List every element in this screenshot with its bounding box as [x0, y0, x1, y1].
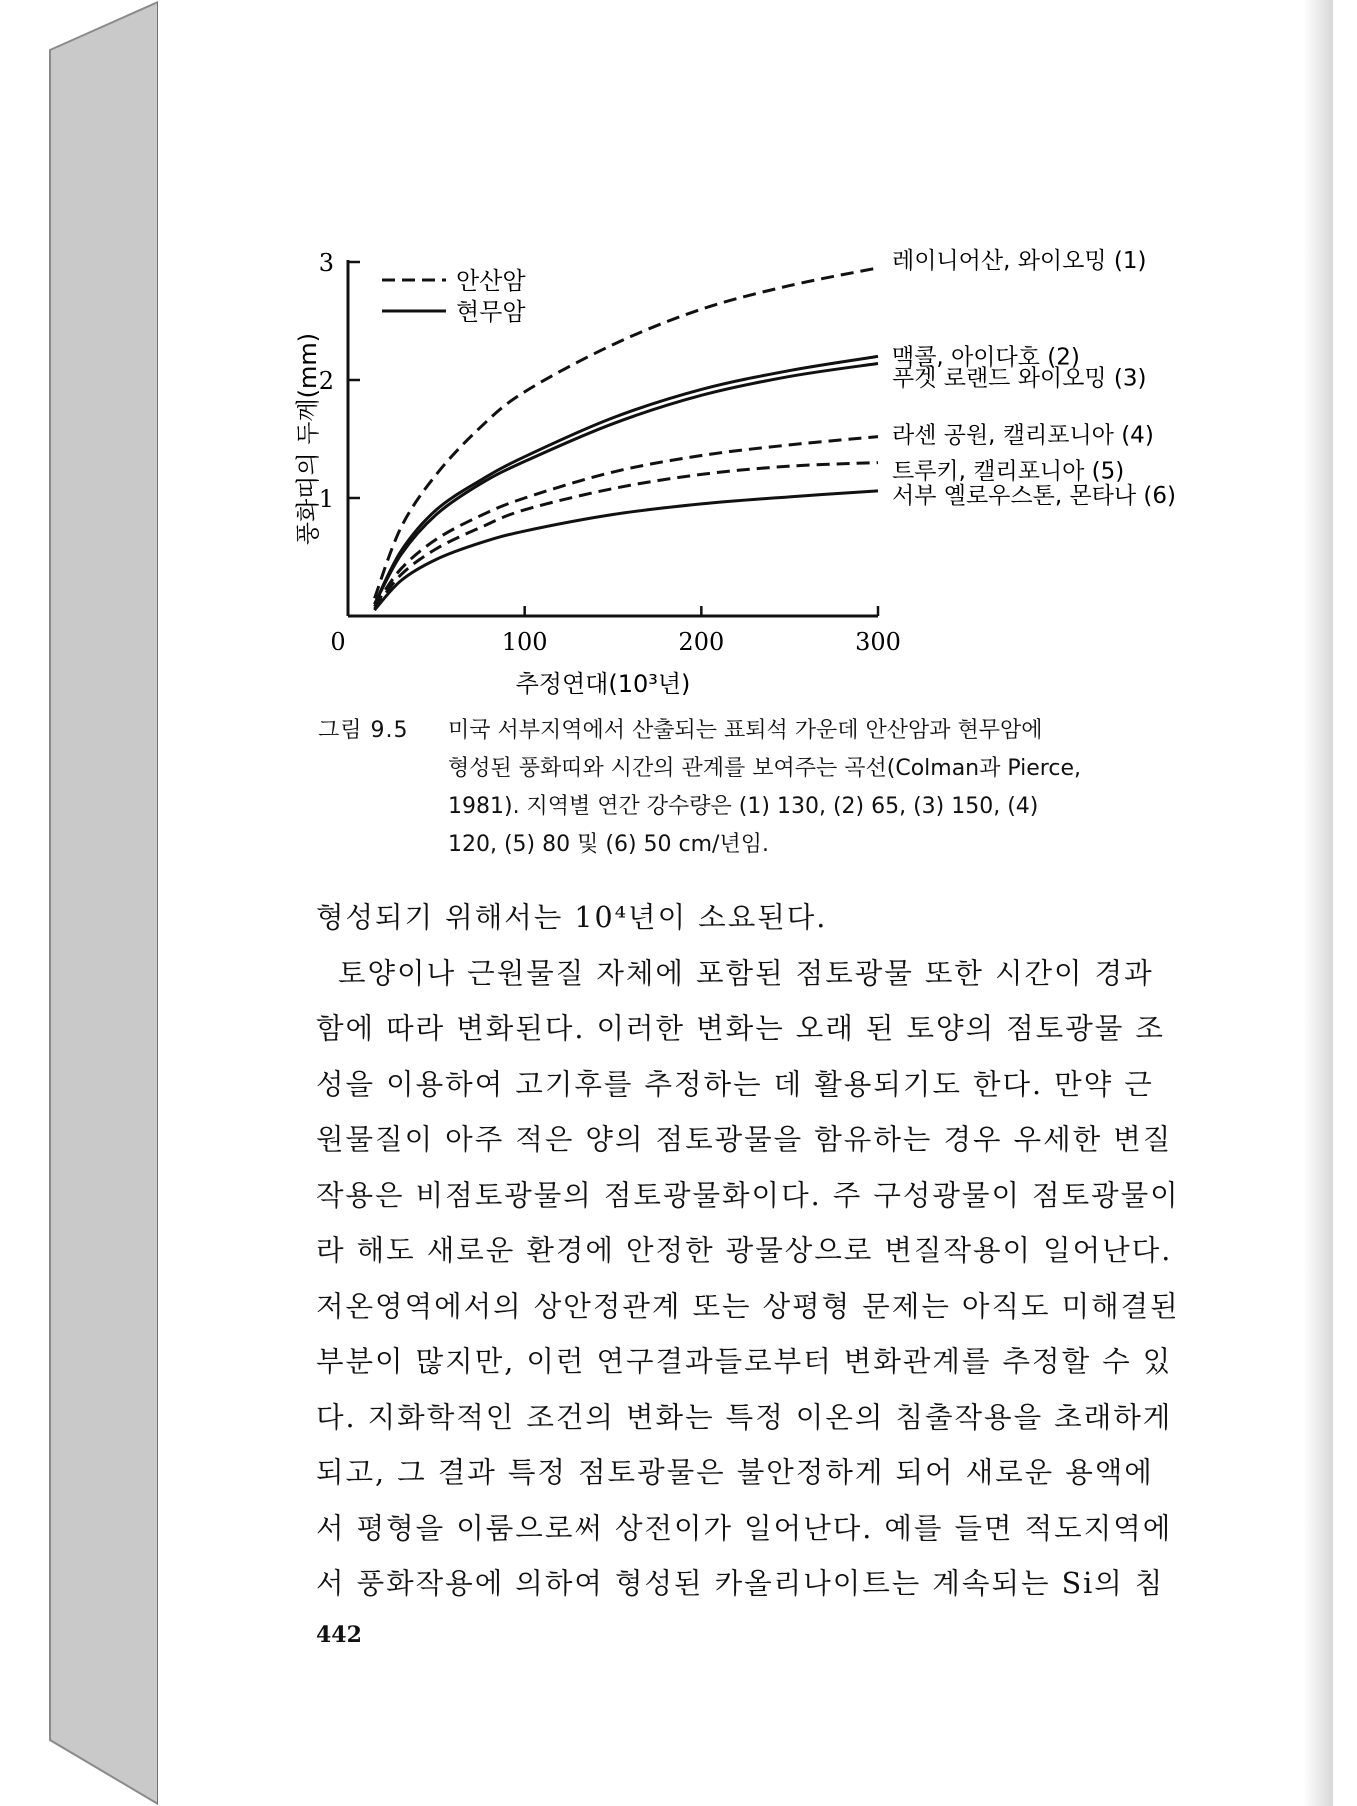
- body-line: 다. 지화학적인 조건의 변화는 특정 이온의 침출작용을 초래하게: [316, 1400, 1173, 1434]
- chart-series-labels: [892, 248, 1176, 509]
- body-line: 원물질이 아주 적은 양의 점토광물을 함유하는 경우 우세한 변질: [316, 1123, 1173, 1156]
- series-line: [375, 463, 879, 609]
- body-line: 형성되기 위해서는 10⁴년이 소요된다.: [316, 901, 828, 934]
- figure-chart: [0, 0, 1357, 700]
- legend-label: 현무암: [456, 298, 526, 326]
- series-label: 트루키, 캘리포니아 (5): [892, 458, 1125, 485]
- body-line: 작용은 비점토광물의 점토광물화이다. 주 구성광물이 점토광물이: [316, 1178, 1180, 1212]
- y-tick-label: 2: [318, 367, 334, 395]
- figure-caption-label: 그림 9.5: [318, 718, 409, 743]
- body-line: 라 해도 새로운 환경에 안정한 광물상으로 변질작용이 일어난다.: [316, 1234, 1173, 1267]
- caption-line: 형성된 풍화띠와 시간의 관계를 보여주는 곡선(Colman과 Pierce,: [448, 756, 1081, 781]
- caption-line: 미국 서부지역에서 산출되는 표퇴석 가운데 안산암과 현무암에: [448, 718, 1043, 743]
- body-line: 서 풍화작용에 의하여 형성된 카올리나이트는 계속되는 Si의 침: [316, 1567, 1165, 1600]
- chart-axes: [294, 249, 901, 698]
- page-number: 442: [316, 1622, 362, 1648]
- series-label: 맥콜, 아이다호 (2): [892, 344, 1080, 371]
- caption-line: 1981). 지역별 연간 강수량은 (1) 130, (2) 65, (3) 150, (4): [448, 794, 1039, 819]
- body-line: 성을 이용하여 고기후를 추정하는 데 활용되기도 한다. 만약 근: [316, 1067, 1154, 1101]
- body-line: 함에 따라 변화된다. 이러한 변화는 오래 된 토양의 점토광물 조: [316, 1012, 1165, 1045]
- body-line: 서 평형을 이룸으로써 상전이가 일어난다. 예를 들면 적도지역에: [316, 1511, 1173, 1545]
- figure-caption: [318, 712, 1218, 864]
- series-label: 라센 공원, 캘리포니아 (4): [892, 422, 1154, 449]
- legend-label: 안산암: [456, 267, 526, 295]
- series-line: [375, 356, 879, 604]
- x-tick-label: 100: [501, 628, 548, 656]
- figure-caption-text: [448, 712, 1218, 864]
- x-tick-label: 0: [330, 628, 346, 656]
- series-label: 서부 옐로우스톤, 몬타나 (6): [892, 482, 1177, 509]
- x-axis-label: 추정연대(10³년): [515, 670, 691, 698]
- chart-legend: [382, 267, 526, 326]
- caption-line: 120, (5) 80 및 (6) 50 cm/년임.: [448, 832, 769, 857]
- body-line: 되고, 그 결과 특정 점토광물은 불안정하게 되어 새로운 용액에: [316, 1456, 1154, 1489]
- series-line: [375, 363, 879, 604]
- body-line: 토양이나 근원물질 자체에 포함된 점토광물 또한 시간이 경과: [338, 956, 1154, 990]
- y-tick-label: 3: [318, 249, 334, 277]
- x-tick-label: 200: [678, 628, 725, 656]
- y-axis-label: 풍화띠의 두께(mm): [294, 332, 322, 546]
- chart-series: [375, 268, 879, 610]
- series-line: [375, 268, 879, 598]
- series-label: 푸겟 로랜드 와이오밍 (3): [892, 365, 1147, 392]
- body-line: 부분이 많지만, 이런 연구결과들로부터 변화관계를 추정할 수 있: [316, 1345, 1173, 1378]
- series-line: [375, 437, 879, 607]
- body-paragraph: [316, 890, 1206, 1612]
- series-line: [375, 491, 879, 610]
- body-line: 저온영역에서의 상안정관계 또는 상평형 문제는 아직도 미해결된: [316, 1289, 1180, 1323]
- series-label: 레이니어산, 와이오밍 (1): [892, 247, 1147, 274]
- x-tick-label: 300: [855, 628, 901, 656]
- y-tick-label: 1: [318, 485, 334, 513]
